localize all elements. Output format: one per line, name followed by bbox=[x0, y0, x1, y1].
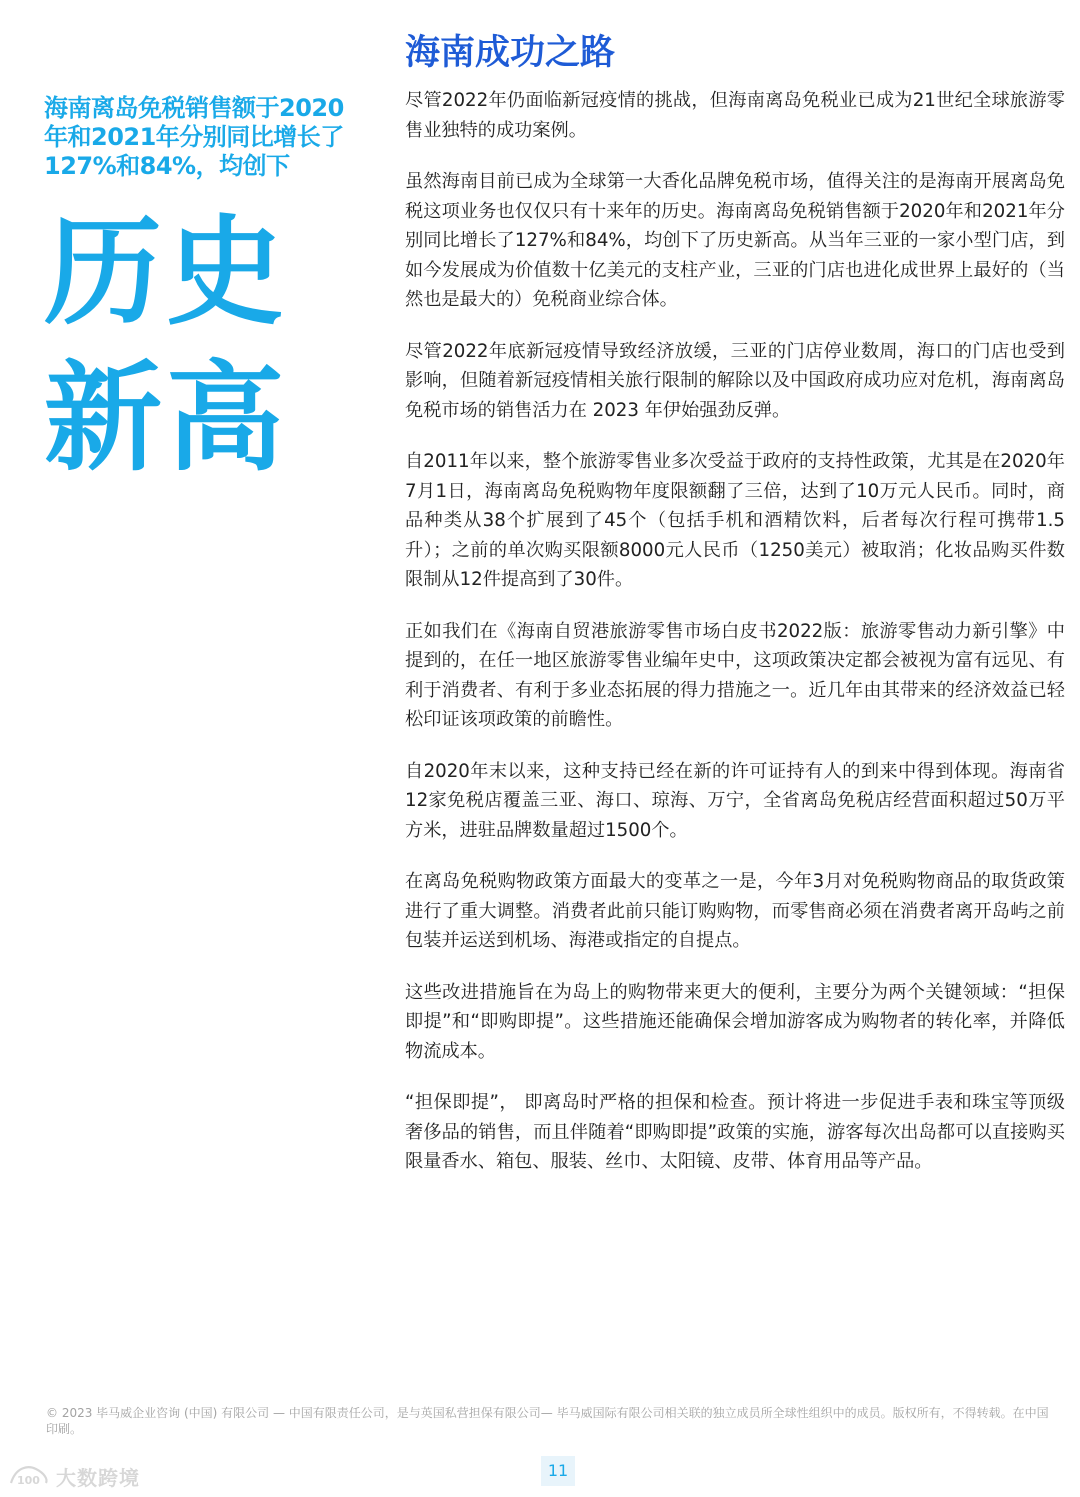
watermark-text: 大数跨境 bbox=[56, 1465, 140, 1490]
page-number: 11 bbox=[541, 1456, 575, 1486]
watermark bbox=[8, 1461, 140, 1491]
article-paragraph: “担保即提”， 即离岛时严格的担保和检查。预计将进一步促进手表和珠宝等顶级奢侈品的销售，而且伴随着“即购即提”政策的实施，游客每次出岛都可以直接购买限量香水、箱包、服装、丝巾、太阳镜、皮带、体育用品等产品。 bbox=[405, 1092, 1065, 1172]
svg-text:100: 100 bbox=[17, 1474, 40, 1487]
highlight-subhead: 海南离岛免税销售额于2020年和2021年分别同比增长了127%和84%，均创下 bbox=[44, 94, 344, 180]
watermark-logo-icon bbox=[8, 1463, 50, 1489]
article-paragraph: 这些改进措施旨在为岛上的购物带来更大的便利，主要分为两个关键领域：“担保即提”和“即购即提”。这些措施还能确保会增加游客成为购物者的转化率，并降低物流成本。 bbox=[405, 981, 1065, 1062]
article-paragraph: 自2011年以来，整个旅游零售业多次受益于政府的支持性政策，尤其是在2020年7月1日，海南离岛免税购物年度限额翻了三倍，达到了10万元人民币。同时，商品种类从38个扩展到了45个（包括手机和酒精饮料，后者每次行程可携带1.5升）；之前的单次购买限额8000元人民币（1250美元）被取消；化妆品购买件数限制从12件提高到了30件。 bbox=[405, 451, 1065, 590]
article-paragraph: 自2020年末以来，这种支持已经在新的许可证持有人的到来中得到体现。海南省12家免税店覆盖三亚、海口、琼海、万宁，全省离岛免税店经营面积超过50万平方米，进驻品牌数量超过1500个。 bbox=[405, 760, 1065, 841]
footer-copyright: © 2023 毕马威企业咨询 (中国) 有限公司 — 中国有限责任公司，是与英国私营担保有限公司— 毕马威国际有限公司相关联的独立成员所全球性组织中的成员。版权所有，不得转载。在中国印刷。 bbox=[46, 1406, 1049, 1436]
highlight-big-text-line2: 新高 bbox=[44, 349, 289, 487]
article-paragraph: 正如我们在《海南自贸港旅游零售市场白皮书2022版：旅游零售动力新引擎》中提到的，在任一地区旅游零售业编年史中，这项政策决定都会被视为富有远见、有利于消费者、有利于多业态拓展的得力措施之一。近几年由其带来的经济效益已轻松印证该项政策的前瞻性。 bbox=[405, 620, 1065, 730]
sidebar-highlight bbox=[44, 94, 354, 491]
article-paragraph: 尽管2022年底新冠疫情导致经济放缓，三亚的门店停业数周，海口的门店也受到影响，但随着新冠疫情相关旅行限制的解除以及中国政府成功应对危机，海南离岛免税市场的销售活力在 2023 年伊始强劲反弹。 bbox=[405, 340, 1065, 421]
article-paragraph: 虽然海南目前已成为全球第一大香化品牌免税市场，值得关注的是海南开展离岛免税这项业务也仅仅只有十来年的历史。海南离岛免税销售额于2020年和2021年分别同比增长了127%和84%，均创下了历史新高。从当年三亚的一家小型门店，到如今发展成为价值数十亿美元的支柱产业，三亚的门店也进化成世界上最好的（当然也是最大的）免税商业综合体。 bbox=[405, 171, 1065, 310]
article-paragraph: 尽管2022年仍面临新冠疫情的挑战，但海南离岛免税业已成为21世纪全球旅游零售业独特的成功案例。 bbox=[405, 90, 1065, 141]
main-article bbox=[405, 28, 1065, 1199]
section-title: 海南成功之路 bbox=[405, 33, 616, 73]
article-paragraph: 在离岛免税购物政策方面最大的变革之一是，今年3月对免税购物商品的取货政策进行了重大调整。消费者此前只能订购购物，而零售商必须在消费者离开岛屿之前包装并运送到机场、海港或指定的自提点。 bbox=[405, 871, 1065, 951]
highlight-big-text-line1: 历史 bbox=[44, 203, 289, 341]
